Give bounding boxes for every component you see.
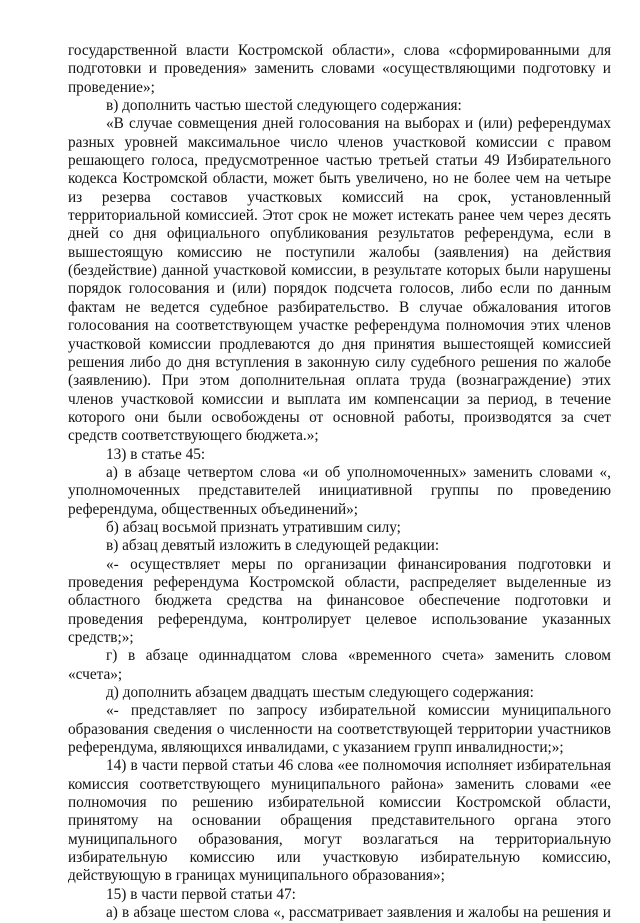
paragraph-6: б) абзац восьмой признать утратившим силу; — [106, 518, 401, 536]
paragraph-8: «- осуществляет меры по организации финансирования подготовки и проведения референдума Костромской области, распределяет выделенные из областного бюджета средства на финансовое обеспечение подготовки и проведения референдума, контролирует целевое использование указанных средств;»; — [68, 555, 611, 646]
paragraph-4: 13) в статье 45: — [106, 445, 206, 463]
paragraph-7: в) абзац девятый изложить в следующей редакции: — [106, 537, 440, 555]
paragraph-11: «- представляет по запросу избирательной комиссии муниципального образования сведения о численности на соответствующей территории участников референдума, являющихся инвалидами, с указанием групп инвалидности;»; — [68, 702, 611, 757]
paragraph-3: «В случае совмещения дней голосования на выборах и (или) референдумах разных уровней максимальное число членов участковой комиссии с правом решающего голоса, предусмотренное частью третьей статьи 49 Избирательного кодекса Костромской области, может быть увеличено, но не более чем на четыре из резерва составов участковых комиссий на срок, установленный территориальной комиссией. Этот срок не может истекать ранее чем через десять дней со дня официального опубликования результатов референдума, если в вышестоящую комиссию не поступили жалобы (заявления) на действия (бездействие) данной участковой комиссии, в результате которых были нарушены порядок голосования и (или) порядок подсчета голосов, либо если по данным фактам не ведется судебное разбирательство. В случае обжалования итогов голосования на соответствующем участке референдума полномочия этих членов участковой комиссии продлеваются до дня принятия вышестоящей комиссией решения либо до дня вступления в законную силу судебного решения по жалобе (заявлению). При этом дополнительная оплата труда (вознаграждение) этих членов участковой комиссии и выплата им компенсации за период, в течение которого они были освобождены от основной работы, производятся за счет средств соответствующего бюджета.»; — [68, 115, 611, 445]
paragraph-9: г) в абзаце одиннадцатом слова «временного счета» заменить словом «счета»; — [68, 647, 611, 683]
paragraph-5: а) в абзаце четвертом слова «и об уполномоченных» заменить словами «, уполномоченных представителей инициативной группы по проведению референдума, общественных объединений»; — [68, 463, 611, 518]
paragraph-1: государственной власти Костромской области», слова «сформированными для подготовки и проведения» заменить словами «осуществляющими подготовку и проведение»; — [68, 42, 611, 96]
paragraph-12: 14) в части первой статьи 46 слова «ее полномочия исполняет избирательная комиссия соответствующего муниципального района» заменить словами «ее полномочия по решению избирательной комиссии Костромской области, принятому на основании обращения представительного органа этого муниципального образования, могут возлагаться на территориальную избирательную комиссию или участковую избирательную комиссию, действующую в границах муниципального образования»; — [68, 757, 611, 885]
paragraph-2: в) дополнить частью шестой следующего содержания: — [106, 97, 462, 115]
document-page — [68, 42, 611, 923]
paragraph-13: 15) в части первой статьи 47: — [106, 885, 296, 903]
paragraph-10: д) дополнить абзацем двадцать шестым следующего содержания: — [106, 684, 534, 702]
paragraph-14: а) в абзаце шестом слова «, рассматривает заявления и жалобы на решения и — [106, 904, 611, 922]
